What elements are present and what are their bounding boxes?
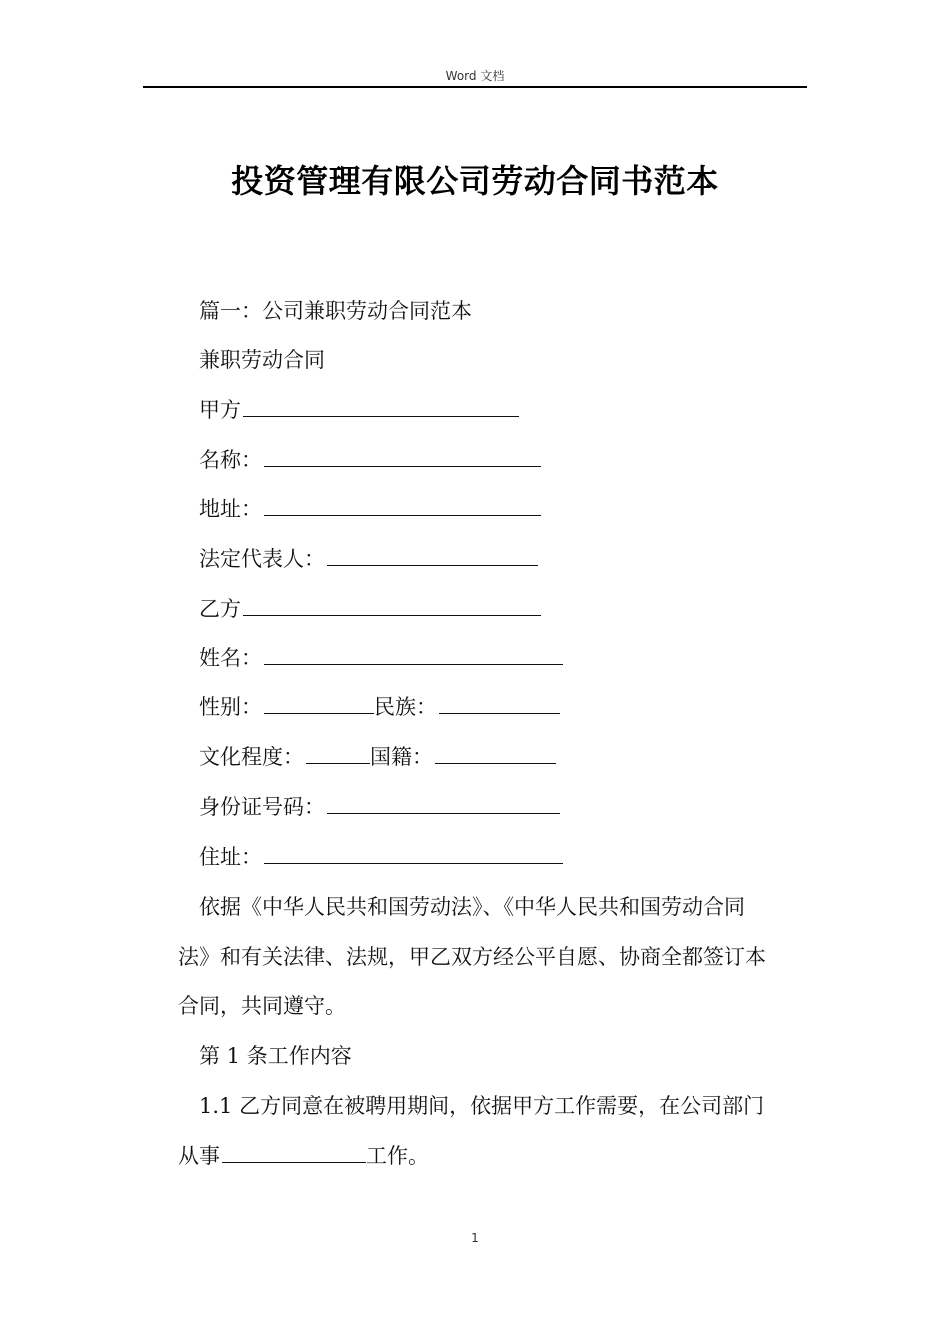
party-b-label: 乙方	[199, 597, 241, 621]
party-b-gender-ethnicity-line	[199, 692, 560, 722]
party-b-name-label: 姓名：	[199, 646, 262, 670]
party-a-address-line	[199, 494, 541, 524]
party-b-line	[199, 594, 541, 624]
party-b-nationality-blank[interactable]	[435, 743, 556, 764]
party-a-name-blank[interactable]	[264, 446, 541, 467]
party-b-nationality-label: 国籍：	[370, 745, 433, 769]
contract-name: 兼职劳动合同	[199, 348, 325, 372]
party-a-address-label: 地址：	[199, 497, 262, 521]
party-b-blank[interactable]	[243, 595, 541, 616]
party-a-representative-line	[199, 544, 538, 574]
party-a-blank[interactable]	[243, 396, 519, 417]
article-1-heading: 第 1 条工作内容	[199, 1044, 352, 1068]
party-a-address-blank[interactable]	[264, 495, 541, 516]
party-a-label: 甲方	[199, 398, 241, 422]
article-1-clause-line-2	[178, 1141, 429, 1171]
section-heading: 篇一：公司兼职劳动合同范本	[199, 299, 472, 323]
preamble-line-3: 合同，共同遵守。	[178, 994, 346, 1018]
party-b-name-line	[199, 643, 563, 673]
party-b-education-blank[interactable]	[306, 743, 370, 764]
party-a-representative-blank[interactable]	[327, 545, 538, 566]
preamble-line-2: 法》和有关法律、法规，甲乙双方经公平自愿、协商全都签订本	[178, 945, 766, 969]
article-1-job-blank[interactable]	[222, 1142, 366, 1163]
party-b-ethnicity-label: 民族：	[374, 695, 437, 719]
party-b-address-blank[interactable]	[264, 843, 563, 864]
preamble-line-1: 依据《中华人民共和国劳动法》、《中华人民共和国劳动合同	[199, 895, 745, 919]
page-header: Word 文档	[445, 69, 505, 83]
article-1-clause-line-1: 1.1 乙方同意在被聘用期间，依据甲方工作需要，在公司部门	[199, 1094, 765, 1118]
party-b-gender-label: 性别：	[199, 695, 262, 719]
header-rule	[143, 86, 807, 88]
party-a-name-line	[199, 445, 541, 475]
party-a-line	[199, 395, 519, 425]
page-number: 1	[471, 1231, 479, 1245]
party-a-name-label: 名称：	[199, 448, 262, 472]
party-b-id-blank[interactable]	[327, 793, 560, 814]
party-b-id-label: 身份证号码：	[199, 795, 325, 819]
party-b-gender-blank[interactable]	[264, 693, 374, 714]
party-b-name-blank[interactable]	[264, 644, 563, 665]
party-b-ethnicity-blank[interactable]	[439, 693, 560, 714]
party-a-representative-label: 法定代表人：	[199, 547, 325, 571]
party-b-education-nationality-line	[199, 742, 556, 772]
party-b-id-line	[199, 792, 560, 822]
party-b-education-label: 文化程度：	[199, 745, 304, 769]
article-1-clause-prefix: 从事	[178, 1144, 220, 1168]
party-b-address-line	[199, 842, 563, 872]
party-b-address-label: 住址：	[199, 845, 262, 869]
article-1-clause-suffix: 工作。	[366, 1144, 429, 1168]
document-title: 投资管理有限公司劳动合同书范本	[231, 162, 719, 200]
